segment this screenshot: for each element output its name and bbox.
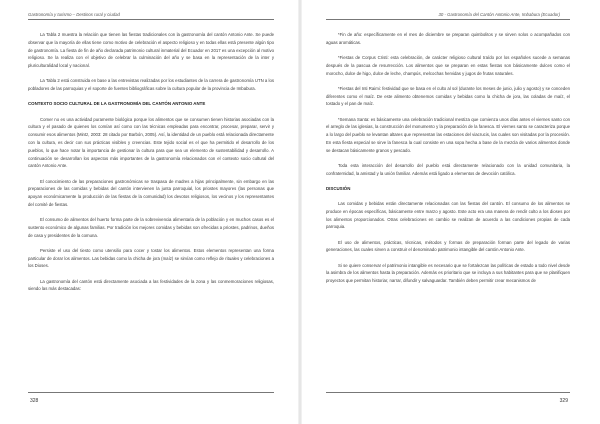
paragraph: *Fin de año: específicamente en el mes de diciembre se preparan quimbolitos y se sirven solos o acompañados con aguas aromáticas. [326, 32, 570, 45]
paragraph: El consumo de alimentos del huerto forma parte de la sobrevivencia alimentaria de la población y en muchos casos es el sustento económico de algunas familias. Por tradición los mejores comidas y bebidas son ofrecidas a priostes, padrinos, dueños de casa y presidentes de la comuna. [28, 217, 274, 238]
header-rule-left [28, 19, 274, 20]
paragraph: La gastronomía del cantón está directamente asociada a las festividades de la zona y las conmemoraciones religiosas, siendo las más destacadas: [28, 278, 274, 292]
right-page [300, 0, 600, 424]
section-heading: CONTEXTO SOCIO CULTURAL DE LA GASTRONOMÍA DEL CANTÓN ANTONIO ANTE [28, 101, 206, 107]
paragraph: *Fiestas de Corpus Cristi: esta celebración, de carácter religioso cultural traído por los españoles sucede a semanas después de la pascua de resurrección. Los alimentos que se preparan en estas fiestas son básicamente dulces como el morocho, dulce de higo, dulce de leche, champús, melcochas hervidas y jugos de frutas naturales. [326, 54, 570, 76]
right-page-body [326, 31, 570, 292]
page-number-left: 328 [30, 398, 39, 404]
paragraph: El uso de alimentos, prácticas, técnicas, métodos y formas de preparación forman parte del legado de varias generaciones, las cuales sirven a construir el denominado patrimonio intangible del cantón Antonio Ante. [326, 239, 570, 253]
paragraph: Si se quiere conservar el patrimonio intangible es necesario que se fortalezcan las políticas de estado a todo nivel desde la asimbra de los alimentos hasta la preparación. Además es prioritario que se incluya a sus habitantes para que se planifiquen proyectos que permitan historiar, narrar, difundir y salvaguardar. También deben permitir crear mecanismos de [326, 262, 570, 284]
page-number-right: 329 [559, 398, 568, 404]
running-head-left: Gastronomía y turismo – Destinos rural y ciudad [28, 12, 120, 17]
paragraph: El conocimiento de las preparaciones gastronómicas se traspasa de madres a hijas principalmente, sin embargo en las preparaciones de las comidas y bebidas del cantón intervienen la junta parroquial, los priostes mayores (las personas que apoyan económicamente la producción de las fiestas de la comunidad) los devotos religiosos, los vecinos y los representantes del comité de fiestas. [28, 178, 274, 207]
paragraph: Comer no es una actividad puramente biológica porque los alimentos que se consumen tienen historias asociadas con la cultura y el pasado de quienes los comían así como con las técnicas empleadas para encontrar, procesar, preparar, servir y consumir esos alimentos (Mintz, 2003: 28 citado por Barbón, 2005). Así, la identidad de un pueblo está relacionada directamente con la cultura, es decir con sus prácticas visibles y creencias. Este tejido social es el que ha permitido el desarrollo de los pueblos, lo que hace notar la importancia de gestionar la cultura para que sea un elemento de sustentabilidad y desarrollo. A continuación se desarrollan los aspectos más importantes de la gastronomía relacionados con el contexto socio cultural del cantón Antonio Ante. [28, 116, 274, 169]
section-heading: DISCUSIÓN [326, 185, 351, 191]
paragraph: *Fiestas del Inti Raimi: festividad que se basa en el culto al sol (durante los meses de junio, julio y agosto) y se conceden diferentes como el maíz. De este alimento obtenemos comidas y bebidas como la chicha de jora, las coladas de maíz, el tostado y el pan de maíz. [326, 85, 570, 107]
left-page-body [28, 31, 274, 301]
paragraph: Las comidas y bebidas están directamente relacionadas con las fiestas del cantón. El consumo de los alimentos se produce en épocas específicas, básicamente entre marzo y agosto. Este acto era una manera de rendir culto a los dioses por los alimentos proporcionados. Otras celebraciones en cambio se realizan de acuerdo a las condiciones propias de cada parroquia. [326, 201, 570, 230]
running-head-right: 30 - Gastronomía del Cantón Antonio Ante, Imbabura (Ecuador) [438, 12, 560, 17]
paragraph: La Tabla 2 muestra la relación que tienen las fiestas tradicionales con la gastronomía del cantón Antonio Ante. Se puede observar que la mayoría de ellas tiene como motivo de celebración el aspecto religioso y en todas ellas está presente algún tipo de gastronomía. La fiesta de fin de año declarada patrimonio cultural inmaterial del Ecuador en 2017 es una excepción al motivo religioso. Se la realiza con el objetivo de celebrar la culminación del año y se basa en la representación de la inter y pluriculturalidad local y nacional. [28, 32, 274, 69]
paragraph: Persiste el uso del tiesto como utensilio para cocer y tostar los alimentos. Estos elementos representan una forma particular de dorar los alimentos. Las bebidas como la chicha de jora (maíz) se sirvían como reflejo de rituales y celebraciones a los Dioses. [28, 247, 274, 269]
paragraph: *Semana Santa: es básicamente una celebración tradicional mestiza que comienza unos días antes el viernes santo con el arreglo de las iglesias, la construcción del monumento y la preparación de la fanesca. El viernes santo se caracteriza porque a lo largo del pueblo se levantan altares que representan las estaciones del viacrucis, las cuales son visitadas por la procesión. En esta fiesta especial se sirve la fanesca la cual consiste en una sopa hecha a base de la mezcla de varios alimentos donde se destacan básicamente granos y pescado. [326, 116, 570, 153]
footer-rule-left [28, 392, 274, 393]
header-rule-right [326, 19, 570, 20]
paragraph: La Tabla 2 está construida en base a las entrevistas realizadas por los estudiantes de la carrera de gastronomía UTN a los pobladores de las parroquias y el soporte de fuentes bibliográficas sobre la cultura popular de la provincia de Imbabura. [28, 78, 274, 92]
paragraph: Toda esta interacción del desarrollo del pueblo está directamente relacionado con la unidad comunitaria, la confraternidad, la amistad y la unión familiar. Además está ligado a elementos de devoción católica. [326, 162, 570, 176]
footer-rule-right [326, 392, 570, 393]
